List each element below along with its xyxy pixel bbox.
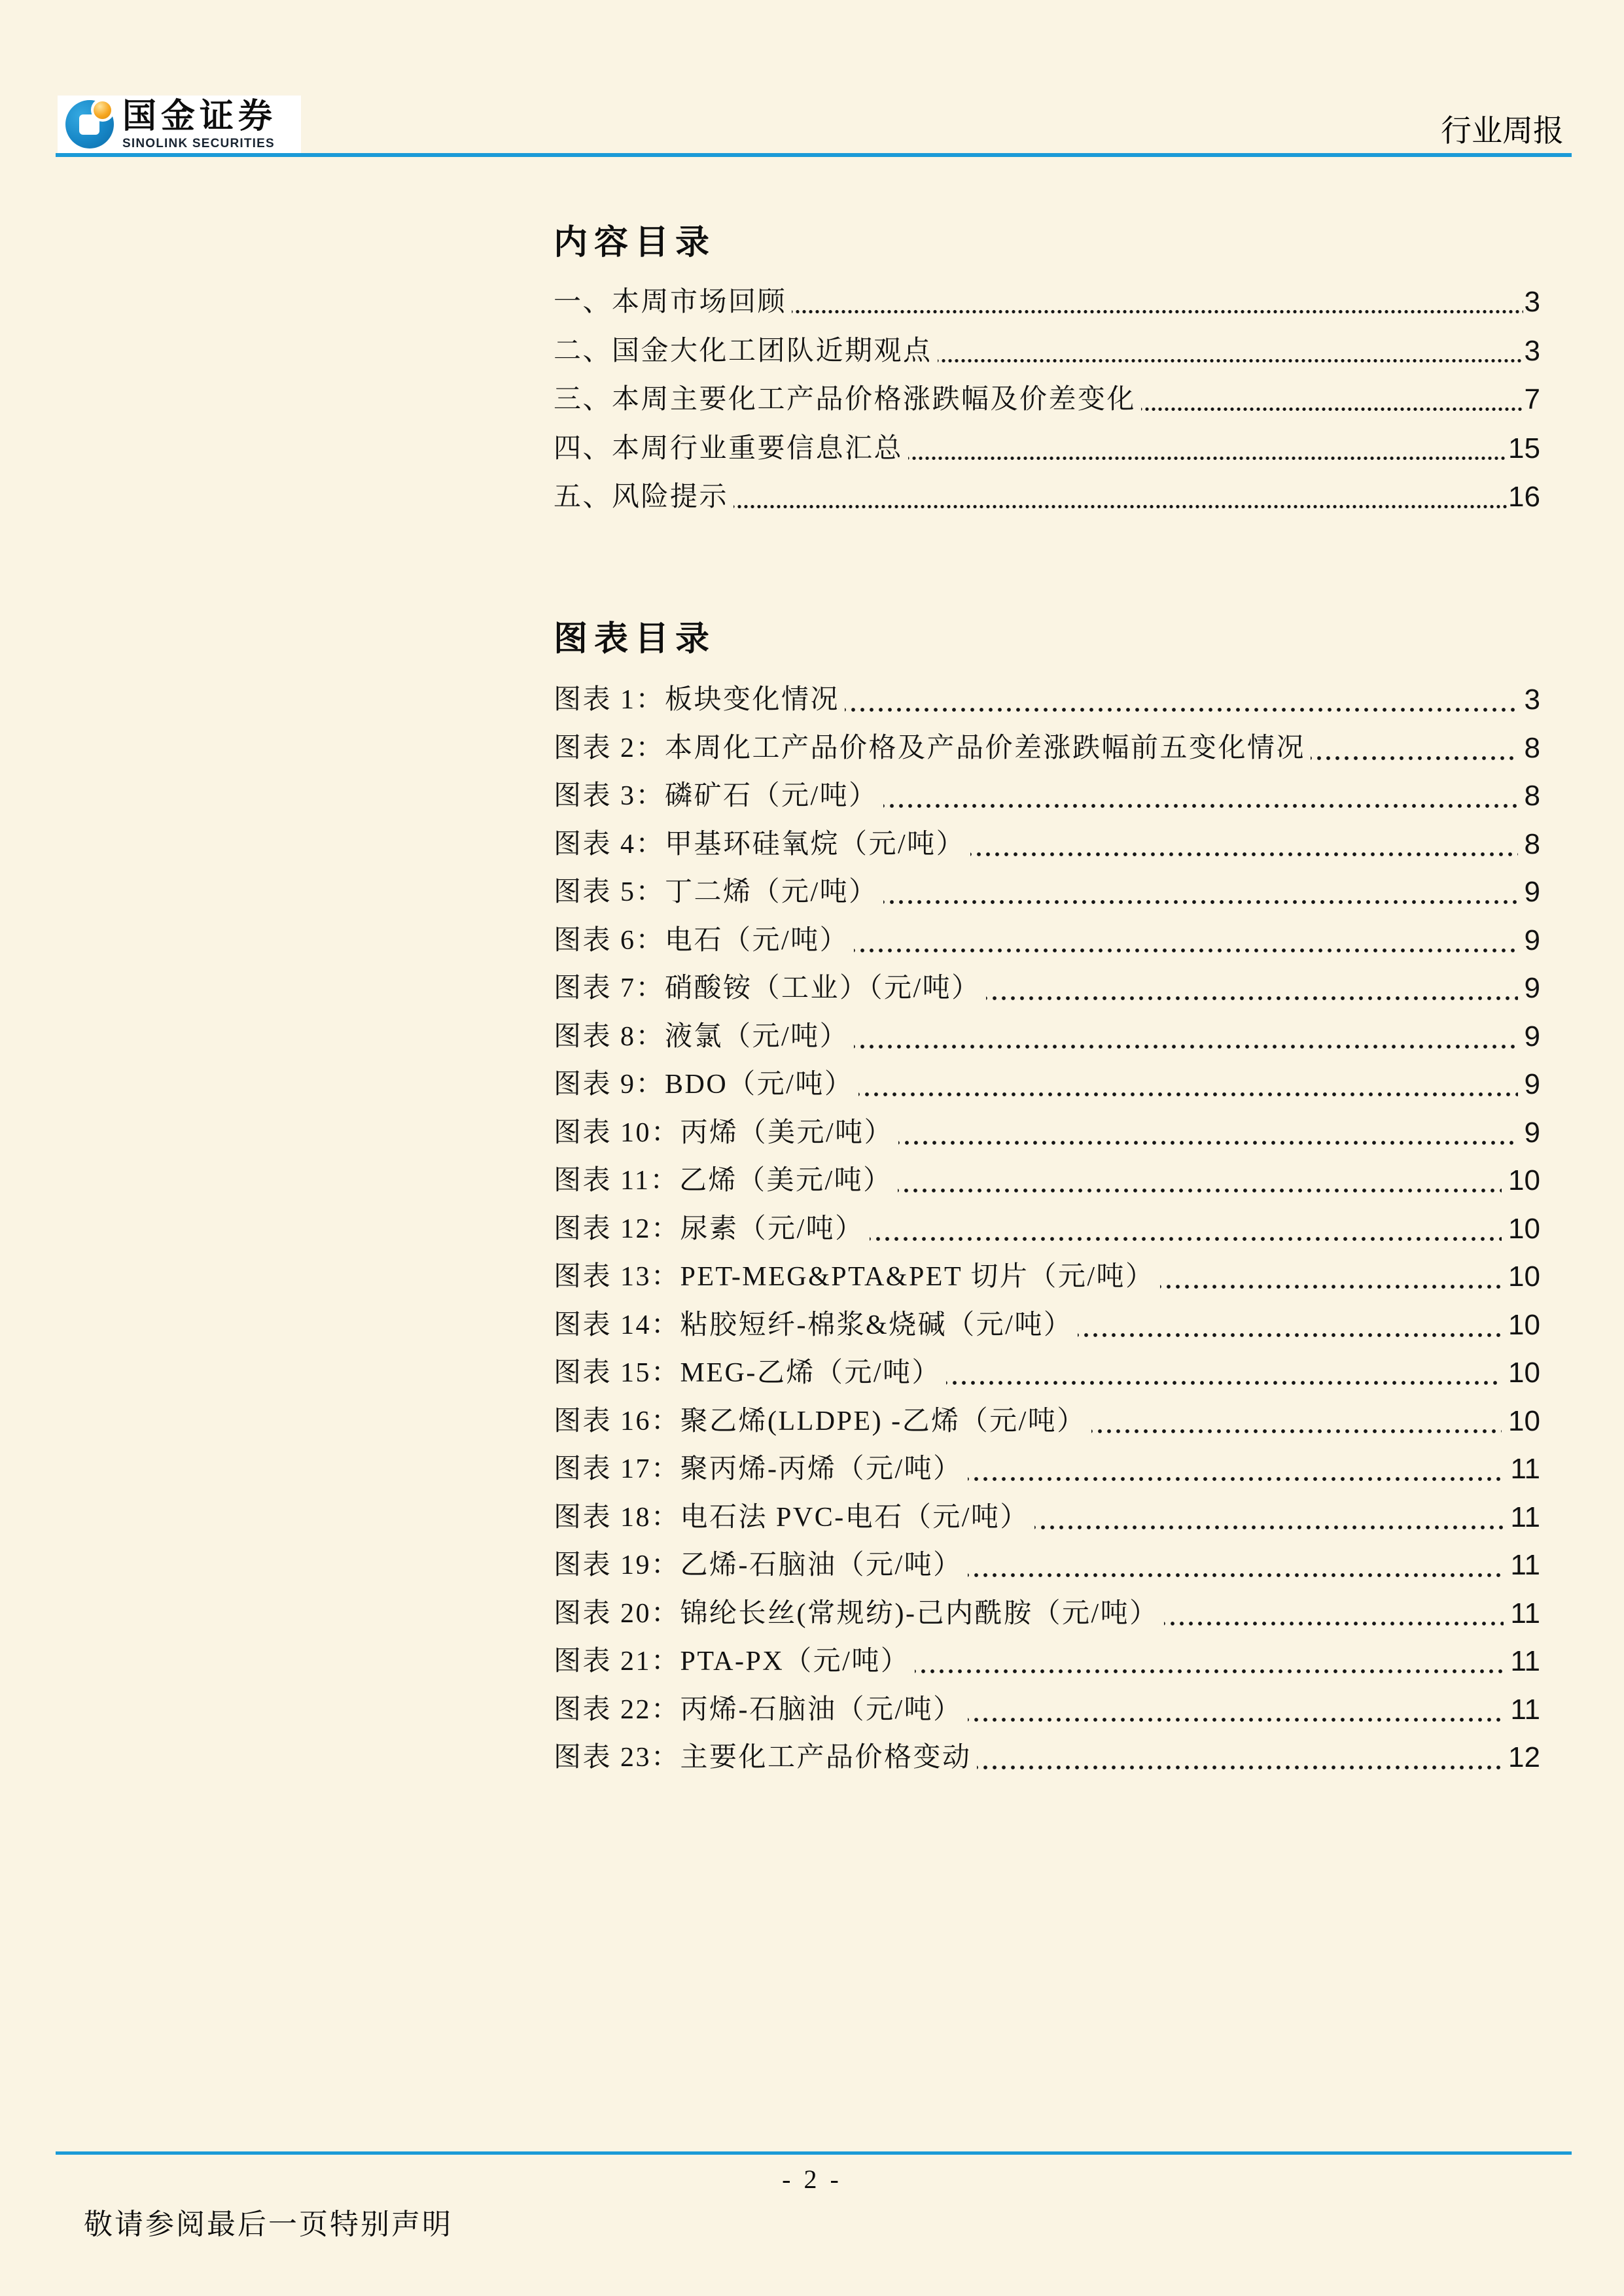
toc-entry-label: 三、本周主要化工产品价格涨跌幅及价差变化 <box>554 385 1137 415</box>
toc-entry-label: 图表 6：电石（元/吨） <box>554 925 849 956</box>
sinolink-logo-icon <box>65 100 114 148</box>
dot-leader <box>1311 731 1518 780</box>
dot-leader <box>977 1741 1502 1789</box>
toc-entry[interactable] <box>554 1548 1540 1597</box>
toc-entry[interactable] <box>554 779 1540 827</box>
toc-entry[interactable] <box>554 875 1540 924</box>
toc-entry-label: 图表 23：主要化工产品价格变动 <box>554 1743 972 1773</box>
dot-leader <box>986 971 1518 1020</box>
toc-entry-page: 8 <box>1524 731 1540 764</box>
toc-entry-page: 3 <box>1524 684 1540 716</box>
toc-entry-page: 7 <box>1524 383 1540 416</box>
toc-entry-label: 四、本周行业重要信息汇总 <box>554 433 904 464</box>
toc-entry-page: 9 <box>1524 972 1540 1004</box>
brand-text-block <box>122 99 277 150</box>
toc-entry-label: 一、本周市场回顾 <box>554 287 787 317</box>
toc-entry-label: 图表 11：乙烯（美元/吨） <box>554 1166 892 1196</box>
toc-entry[interactable] <box>554 1741 1540 1789</box>
toc-entry[interactable] <box>554 971 1540 1020</box>
toc-entry-label: 图表 16：聚乙烯(LLDPE) -乙烯（元/吨） <box>554 1406 1086 1436</box>
toc-entry[interactable] <box>554 1308 1540 1357</box>
report-type-label: 行业周报 <box>1441 114 1564 148</box>
toc-entry[interactable] <box>554 827 1540 876</box>
toc-entry-label: 图表 4：甲基环硅氧烷（元/吨） <box>554 829 966 860</box>
toc-entry-label: 二、国金大化工团队近期观点 <box>554 336 932 366</box>
dot-leader <box>968 1693 1504 1741</box>
dot-leader <box>1141 383 1523 432</box>
toc-entry[interactable] <box>554 1356 1540 1404</box>
toc-entry-page: 11 <box>1510 1597 1540 1629</box>
toc-entry-page: 3 <box>1524 334 1540 367</box>
dot-leader <box>858 1068 1517 1116</box>
toc-entry[interactable] <box>554 334 1540 383</box>
dot-leader <box>970 827 1517 876</box>
toc-entry-label: 图表 22：丙烯-石脑油（元/吨） <box>554 1694 962 1725</box>
toc-entry[interactable] <box>554 480 1540 529</box>
toc-entry-label: 图表 10：丙烯（美元/吨） <box>554 1117 894 1148</box>
toc-entry-label: 图表 21：PTA-PX（元/吨） <box>554 1646 910 1677</box>
toc-entry-page: 8 <box>1524 827 1540 860</box>
toc-entry-label: 图表 2：本周化工产品价格及产品价差涨跌幅前五变化情况 <box>554 733 1306 763</box>
toc-entry-page: 12 <box>1508 1741 1540 1773</box>
dot-leader <box>908 432 1507 481</box>
toc-entry-label: 图表 5：丁二烯（元/吨） <box>554 877 878 907</box>
toc-entry-label: 图表 3：磷矿石（元/吨） <box>554 781 878 811</box>
toc-entry-page: 16 <box>1508 481 1540 513</box>
toc-entry[interactable] <box>554 1212 1540 1261</box>
dot-leader <box>854 1020 1517 1068</box>
toc-entry-page: 8 <box>1524 780 1540 812</box>
toc-entry[interactable] <box>554 1260 1540 1308</box>
toc-entry-label: 图表 13：PET-MEG&PTA&PET 切片（元/吨） <box>554 1262 1155 1292</box>
toc-entry[interactable] <box>554 432 1540 481</box>
toc-entry-label: 图表 19：乙烯-石脑油（元/吨） <box>554 1550 962 1580</box>
brand-name-cn: 国金证券 <box>122 97 277 135</box>
toc-entry-page: 9 <box>1524 1020 1540 1052</box>
toc-entry-label: 图表 18：电石法 PVC-电石（元/吨） <box>554 1502 1029 1533</box>
toc-entry-label: 图表 9：BDO（元/吨） <box>554 1070 854 1100</box>
dot-leader <box>733 480 1507 529</box>
brand-name-en: SINOLINK SECURITIES <box>122 136 275 150</box>
toc-entry[interactable] <box>554 1404 1540 1453</box>
toc-entry-page: 10 <box>1508 1164 1540 1196</box>
toc-entry-label: 图表 1：板块变化情况 <box>554 685 840 715</box>
toc-entry-page: 11 <box>1510 1549 1540 1581</box>
dot-leader <box>898 1116 1517 1164</box>
toc-entry[interactable] <box>554 1693 1540 1741</box>
toc-entry[interactable] <box>554 683 1540 731</box>
toc-entry-page: 11 <box>1510 1453 1540 1485</box>
figure-toc-list <box>554 683 1540 1789</box>
toc-entry-page: 9 <box>1524 876 1540 908</box>
toc-entry-label: 图表 7：硝酸铵（工业）（元/吨） <box>554 973 981 1003</box>
toc-entry-label: 图表 8：液氯（元/吨） <box>554 1021 849 1052</box>
toc-entry-page: 10 <box>1508 1212 1540 1245</box>
toc-entry-page: 10 <box>1508 1308 1540 1341</box>
dot-leader <box>1034 1501 1504 1549</box>
dot-leader <box>968 1548 1504 1597</box>
toc-entry[interactable] <box>554 1116 1540 1164</box>
toc-entry-label: 图表 20：锦纶长丝(常规纺)-己内酰胺（元/吨） <box>554 1598 1159 1629</box>
toc-entry-label: 图表 15：MEG-乙烯（元/吨） <box>554 1358 941 1388</box>
dot-leader <box>1164 1597 1504 1645</box>
dot-leader <box>792 285 1523 334</box>
figure-toc-title: 图表目录 <box>554 621 716 658</box>
toc-entry-page: 10 <box>1508 1357 1540 1389</box>
dot-leader <box>915 1644 1504 1693</box>
logo-orange-ball <box>94 101 111 119</box>
toc-entry[interactable] <box>554 924 1540 972</box>
header-divider <box>56 153 1572 157</box>
dot-leader <box>883 779 1518 827</box>
toc-entry-label: 五、风险提示 <box>554 482 729 513</box>
dot-leader <box>883 875 1518 924</box>
toc-entry-page: 11 <box>1510 1645 1540 1677</box>
dot-leader <box>854 924 1517 972</box>
toc-entry-page: 10 <box>1508 1261 1540 1293</box>
toc-entry-label: 图表 17：聚丙烯-丙烯（元/吨） <box>554 1454 962 1484</box>
toc-entry[interactable] <box>554 731 1540 780</box>
toc-entry[interactable] <box>554 1452 1540 1501</box>
toc-entry[interactable] <box>554 1164 1540 1212</box>
toc-entry[interactable] <box>554 1020 1540 1068</box>
toc-entry-page: 9 <box>1524 1116 1540 1149</box>
dot-leader <box>946 1356 1502 1404</box>
dot-leader <box>870 1212 1502 1261</box>
toc-entry[interactable] <box>554 285 1540 334</box>
toc-entry-label: 图表 14：粘胶短纤-棉浆&烧碱（元/吨） <box>554 1310 1073 1340</box>
toc-entry-page: 9 <box>1524 924 1540 956</box>
dot-leader <box>845 683 1518 731</box>
content-toc-title: 内容目录 <box>554 224 716 262</box>
dot-leader <box>1160 1260 1502 1308</box>
toc-entry-page: 11 <box>1510 1693 1540 1726</box>
dot-leader <box>1078 1308 1502 1357</box>
sinolink-logo <box>58 96 301 153</box>
footer-disclaimer: 敬请参阅最后一页特别声明 <box>84 2208 453 2240</box>
toc-entry[interactable] <box>554 1644 1540 1693</box>
toc-entry[interactable] <box>554 1068 1540 1116</box>
toc-entry-page: 10 <box>1508 1404 1540 1437</box>
content-toc-list <box>554 285 1540 529</box>
dot-leader <box>938 334 1523 383</box>
dot-leader <box>968 1452 1504 1501</box>
toc-entry-page: 11 <box>1510 1501 1540 1533</box>
page-number: - 2 - <box>782 2165 842 2194</box>
dot-leader <box>1091 1404 1502 1453</box>
dot-leader <box>898 1164 1502 1212</box>
toc-entry-label: 图表 12：尿素（元/吨） <box>554 1213 864 1244</box>
toc-entry[interactable] <box>554 1597 1540 1645</box>
footer-divider <box>56 2151 1572 2155</box>
toc-entry[interactable] <box>554 1501 1540 1549</box>
toc-entry-page: 15 <box>1508 432 1540 464</box>
toc-entry-page: 3 <box>1524 286 1540 318</box>
toc-entry[interactable] <box>554 383 1540 432</box>
toc-entry-page: 9 <box>1524 1068 1540 1100</box>
